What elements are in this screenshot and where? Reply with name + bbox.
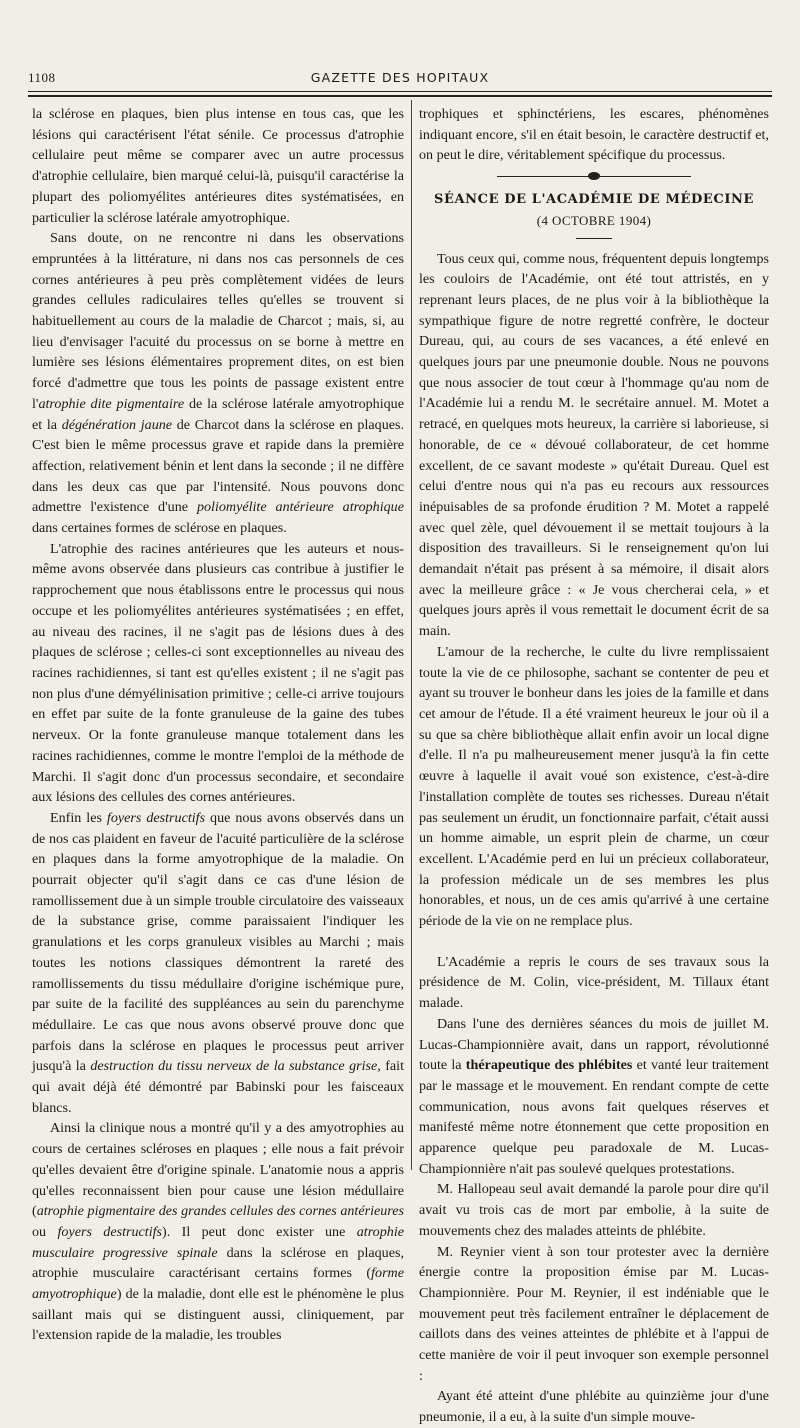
paragraph: Ainsi la clinique nous a montré qu'il y a des amyotrophies au cours de certaines scléroses en plaques ; elle nous a fait prévoir qu'elles devaient être d'origine spinale. L'anatomie nous a appris qu'elles reconnaissent bien pour cause une lésion médullaire (atrophie pigmentaire des grandes cellules des cornes antérieures ou foyers destructifs). Il peut donc exister une atrophie musculaire progressive spinale dans la sclérose en plaques, atrophie musculaire caractérisant certains formes (forme amyotrophique) de la maladie, dont elle est le phénomène le plus saillant mais qui se distinguent aussi, cliniquement, par l'extension rapide de la maladie, les troubles (32, 1120, 404, 1344)
paragraph-gap (419, 932, 769, 952)
journal-title: GAZETTE DES HOPITAUX (310, 70, 490, 85)
column-separator (411, 100, 412, 1170)
paragraph: trophiques et sphinctériens, les escares, phénomènes indiquant encore, s'il en était besoin, le caractère destructif et, on peut le dire, véritablement spécifique du processus. (419, 106, 769, 164)
short-rule (576, 238, 612, 239)
paragraph: M. Hallopeau seul avait demandé la parole pour dire qu'il avait vu trois cas de mort par embolie, à la suite de mouvements chez des malades atteints de phlébite. (419, 1181, 769, 1239)
paragraph: Dans l'une des dernières séances du mois de juillet M. Lucas-Championnière avait, dans un rapport, révolutionné toute la thérapeutique des phlébites et vanté leur traitement par le massage et le mouvement. En rendant compte de cette communication, nous avons fait quelques réserves et manifesté même notre étonnement que cette proposition en apparence quelque peu paradoxale de M. Lucas-Championnière n'ait pas soulevé quelques protestations. (419, 1015, 769, 1177)
left-column (32, 104, 405, 1344)
paragraph: L'amour de la recherche, le culte du livre remplissaient toute la vie de ce philosophe, sachant se contenter de peu et ayant su trouver le bonheur dans les joies de la famille et dans cet amour de l'étude. Il a été vraiment heureux le jour où il a su que sa chère bibliothèque allait enfin avoir un local digne d'elle. Il n'a pu malheureusement mener jusqu'à la fin cette œuvre à laquelle il avait voué son existence, c'est-à-dire l'installation complète de toutes ses richesses. Dureau n'était pas seulement un érudit, un fonctionnaire parfait, c'était aussi un homme aimable, un esprit plein de charme, un cœur excellent. L'Académie perd en lui un précieux collaborateur, la profession médicale un de ses membres les plus honorables, et nous, un de ces amis qu'arrivé à une certaine période de la vie on ne remplace plus. (419, 643, 769, 930)
section-title: SÉANCE DE L'ACADÉMIE DE MÉDECINE (433, 192, 755, 208)
paragraph: Tous ceux qui, comme nous, fréquentent depuis longtemps les couloirs de l'Académie, ont été tout attristés, en y reprenant leurs places, de ne plus voir à la bibliothèque la sympathique figure de notre regretté confrère, le docteur Dureau, qui, au cours de ses vacances, a été enlevé en quelques jours par une pneumonie double. Nous ne pouvons que nous associer de tout cœur à l'hommage qu'au nom de l'Académie lui a rendu M. le secrétaire annuel. M. Motet a retracé, en quelques mots heureux, la carrière si laborieuse, si honorable, de ce « dévoué collaborateur, de cet homme excellent, de ce savant modeste » qu'était Dureau. Quel est celui d'entre nous qui n'a pas eu recours aux ressources inépuisables de sa profonde érudition ? M. Motet a rappelé avec quel zèle, quel dévouement il se mettait toujours à la disposition des travailleurs. Si le renseignement qu'on lui demandait n'était pas présent à sa mémoire, il disait alors avec la meilleure grâce : « Je vous chercherai cela, » et quelques jours après il vous remettait le document écrit de sa main. (419, 250, 769, 640)
paragraph: Sans doute, on ne rencontre ni dans les observations empruntées à la littérature, ni dans nos cas personnels de ces cornes antérieures à peu près complètement vidées de leurs grandes cellules radiculaires telles qu'elles se trouvent si habituellement au cours de la maladie de Charcot ; mais, si, au lieu d'envisager l'acuité du processus on se borne à mettre en lumière ses lésions élémentaires proprement dites, on est bien forcé d'admettre que tous les points de passage existent entre l'atrophie dite pigmentaire de la sclérose latérale amyotrophique et la dégénération jaune de Charcot dans la sclérose en plaques. C'est bien le même processus grave et rapide dans la première affection, relativement bénin et lent dans la seconde ; il ne diffère dans les deux cas que par l'intensité. Nous pouvons donc admettre l'existence d'une poliomyélite antérieure atrophique dans certaines formes de sclérose en plaques. (32, 230, 405, 537)
header-rule-thin (28, 91, 772, 92)
paragraph: Ayant été atteint d'une phlébite au quinzième jour d'une pneumonie, il a eu, à la suite d'un simple mouve- (419, 1388, 769, 1426)
header-rule-thick (28, 95, 772, 97)
page-number: 1108 (28, 70, 56, 85)
right-column (419, 104, 769, 1426)
page-header (28, 66, 772, 88)
paragraph: L'atrophie des racines antérieures que les auteurs et nous-même avons observée dans plusieurs cas contribue à justifier le rapprochement que nous établissons entre le processus qui nous occupe et les poliomyélites antérieures systématisées ; en effet, au niveau des racines, il ne s'agit pas de lésions dues à des plaques de sclérose ; celles-ci sont exceptionnelles au niveau des racines rachidiennes, si tant est qu'elles existent ; il ne s'agit pas non plus d'une démyélinisation primitive ; celle-ci arrive toujours en effet par suite de la fonte granuleuse de la gaine des tubes nerveux. Or la fonte granuleuse manque totalement dans les racines rachidiennes, comme le montre l'emploi de la méthode de Marchi. Il s'agit donc d'un processus secondaire, et secondaire aux lésions des cellules des cornes antérieures. (32, 540, 404, 806)
paragraph: L'Académie a repris le cours de ses travaux sous la présidence de M. Colin, vice-président, M. Tillaux étant malade. (419, 953, 769, 1012)
paragraph: M. Reynier vient à son tour protester avec la dernière énergie contre la proposition émise par M. Lucas-Championnière. Pour M. Reynier, il est indéniable que le mouvement peut très facilement entraîner le déplacement de caillots dans des veines atteintes de phlébite et à l'appui de cette manière de voir il peut invoquer son exemple personnel : (419, 1243, 769, 1384)
section-date: (4 OCTOBRE 1904) (536, 212, 652, 228)
paragraph: Enfin les foyers destructifs que nous avons observés dans un de nos cas plaident en faveur de l'acuité particulière de la sclérose en plaques dans la forme amyotrophique de la maladie. On pourrait objecter qu'il s'agit dans ce cas d'une lésion de ramollissement due à un simple trouble circulatoire des vaisseaux de la substance grise, comme paraissaient l'indiquer les granulations et les corps granuleux visibles au Marchi ; mais toutes les notions classiques démontrent la rareté des ramollissements du tissu médullaire d'origine ischémique pure, par suite de la facilité des suppléances au sein du parenchyme médullaire. Le cas que nous avons observé prouve donc que parfois dans la sclérose en plaques le processus peut arriver jusqu'à la destruction du tissu nerveux de la substance grise, fait qui avait déjà été démontré par Babinski pour les faisceaux blancs. (32, 809, 404, 1116)
ornament-divider (419, 170, 769, 182)
paragraph: la sclérose en plaques, bien plus intense en tous cas, que les lésions qui caractérisent l'état sénile. Ce processus d'atrophie cellulaire peut même se comparer avec un autre processus d'atrophie cellulaire, bien marqué celui-là, puisqu'il caractérise la plupart des poliomyélites antérieures dites systématisées, en particulier la sclérose latérale amyotrophique. (32, 106, 404, 226)
